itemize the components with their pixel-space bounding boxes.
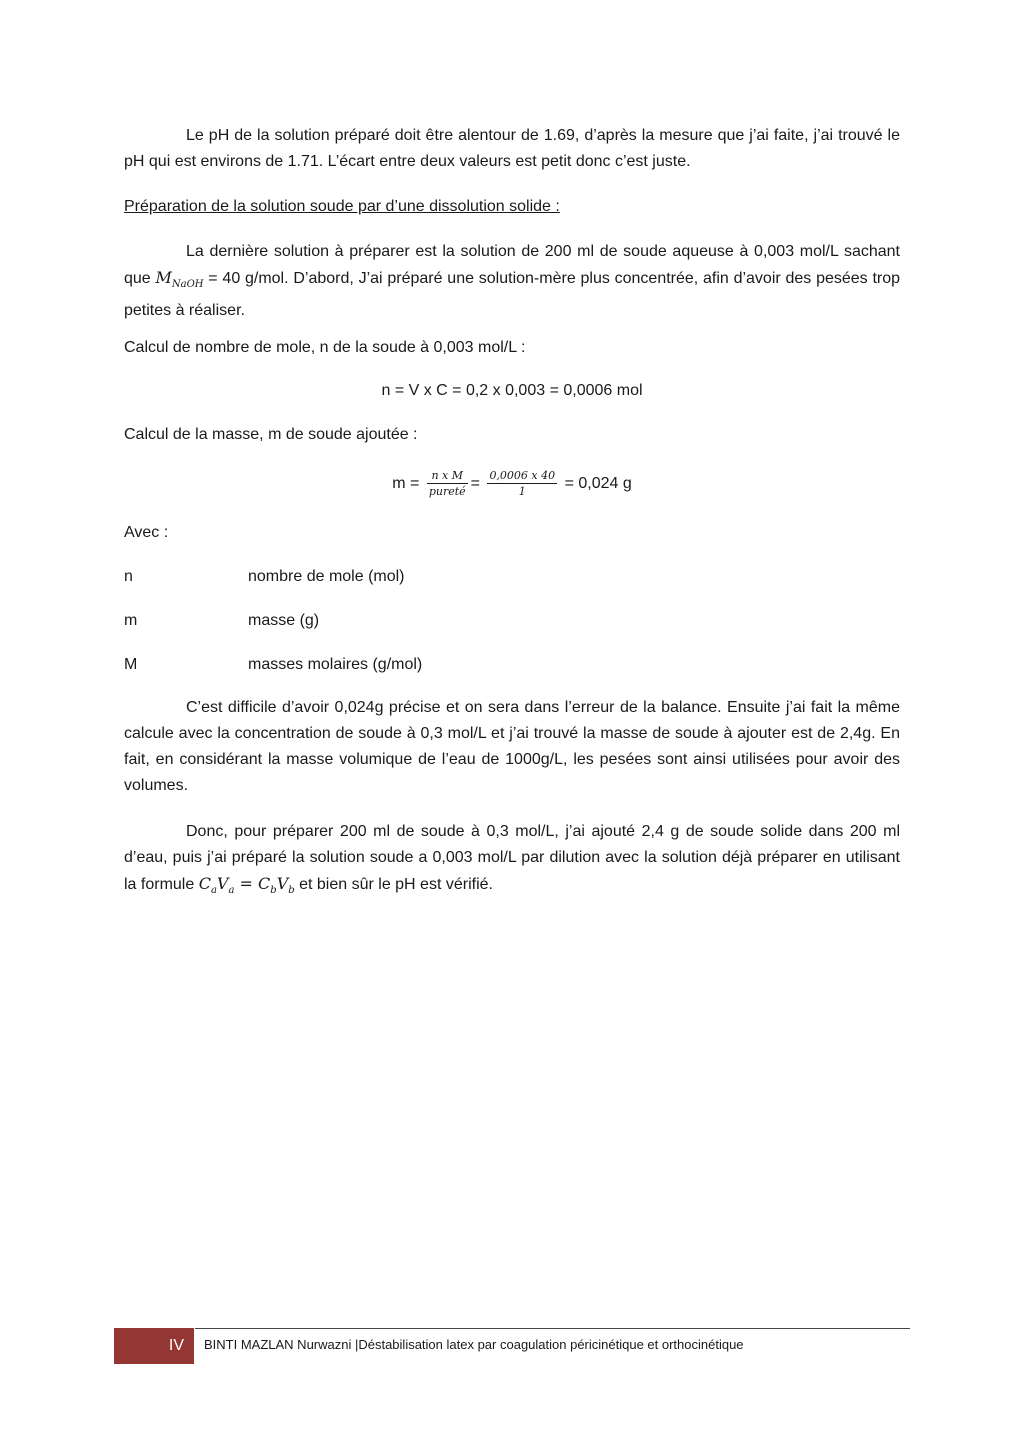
fraction-values: [487, 468, 557, 499]
footer-divider: [195, 1328, 910, 1329]
formula-sub: b: [288, 885, 295, 896]
formula-m-prefix: m =: [392, 475, 420, 492]
paragraph-dilution-text-a: Donc, pour préparer 200 ml de soude à 0,3 mol/L, j’ai ajouté 2,4 g de soude solide dans 200 ml d’eau, puis j’ai préparé la solution soude a 0,003 mol/L par dilution avec la solution déjà préparer en utilisant la formule: [124, 823, 900, 893]
paragraph-dilution: [124, 819, 900, 904]
definition-symbol: m: [124, 612, 138, 629]
definition-row: [124, 608, 320, 634]
calc-n-label: Calcul de nombre de mole, n de la soude à 0,003 mol/L :: [124, 339, 526, 356]
formula-sub: a: [228, 885, 235, 896]
formula-sub: b: [270, 885, 277, 896]
paragraph-soude-intro-text-a: La dernière solution à préparer est la solution de 200 ml de soude aqueuse à 0,003 mol/L sachant que: [124, 243, 900, 287]
fraction-denominator: 1: [518, 485, 526, 499]
dilution-formula: [198, 874, 295, 896]
definition-symbol: M: [124, 656, 138, 673]
fraction-nm-purete: [427, 468, 468, 499]
definition-row: [124, 564, 405, 590]
footer-title: BINTI MAZLAN Nurwazni |Déstabilisation latex par coagulation péricinétique et orthocinétique: [204, 1337, 744, 1352]
formula-equals: =: [470, 475, 480, 492]
fraction-denominator: pureté: [428, 485, 466, 499]
calc-m-label: Calcul de la masse, m de soude ajoutée :: [124, 426, 418, 443]
definition-text: nombre de mole (mol): [248, 568, 405, 585]
fraction-numerator: n x M: [427, 468, 468, 484]
formula-m: [124, 464, 900, 504]
formula-c: C: [258, 874, 271, 893]
formula-m-result: = 0,024 g: [564, 475, 632, 492]
avec-label: Avec :: [124, 524, 169, 541]
formula-c: C: [198, 874, 211, 893]
paragraph-balance: C’est difficile d’avoir 0,024g précise et on sera dans l’erreur de la balance. Ensuite j’ai fait la même calcule avec la concentration de soude à 0,3 mol/L et j’ai trouvé la masse de soude à ajouter est de 2,4g. En fait, en considérant la masse volumique de l’eau de 1000g/L, les pesées sont ainsi utilisées pour avoir des volumes.: [124, 699, 900, 794]
molar-mass-subscript: NaOH: [171, 279, 204, 290]
paragraph-dilution-text-b: et bien sûr le pH est vérifié.: [294, 876, 493, 893]
molar-mass-symbol: M: [155, 268, 172, 287]
definition-text: masse (g): [248, 612, 320, 629]
formula-v: V: [276, 874, 289, 893]
section-heading: Préparation de la solution soude par d’une dissolution solide :: [124, 198, 560, 215]
definition-text: masses molaires (g/mol): [248, 656, 423, 673]
paragraph-ph-result: Le pH de la solution préparé doit être alentour de 1.69, d’après la mesure que j’ai faite, j’ai trouvé le pH qui est environs de 1.71. L’écart entre deux valeurs est petit donc c’est juste.: [124, 127, 900, 170]
paragraph-soude-intro: [124, 239, 900, 324]
footer-page-number: IV: [114, 1328, 194, 1364]
fraction-numerator: 0,0006 x 40: [489, 469, 556, 483]
formula-equals: =: [234, 874, 259, 893]
formula-sub: a: [210, 885, 217, 896]
definition-row: [124, 652, 423, 678]
definition-symbol: n: [124, 568, 133, 585]
paragraph-soude-intro-text-b: = 40 g/mol. D’abord, J’ai préparé une solution-mère plus concentrée, afin d’avoir des pesées trop petites à réaliser.: [124, 270, 901, 319]
formula-n: n = V x C = 0,2 x 0,003 = 0,0006 mol: [381, 382, 643, 399]
formula-v: V: [216, 874, 229, 893]
